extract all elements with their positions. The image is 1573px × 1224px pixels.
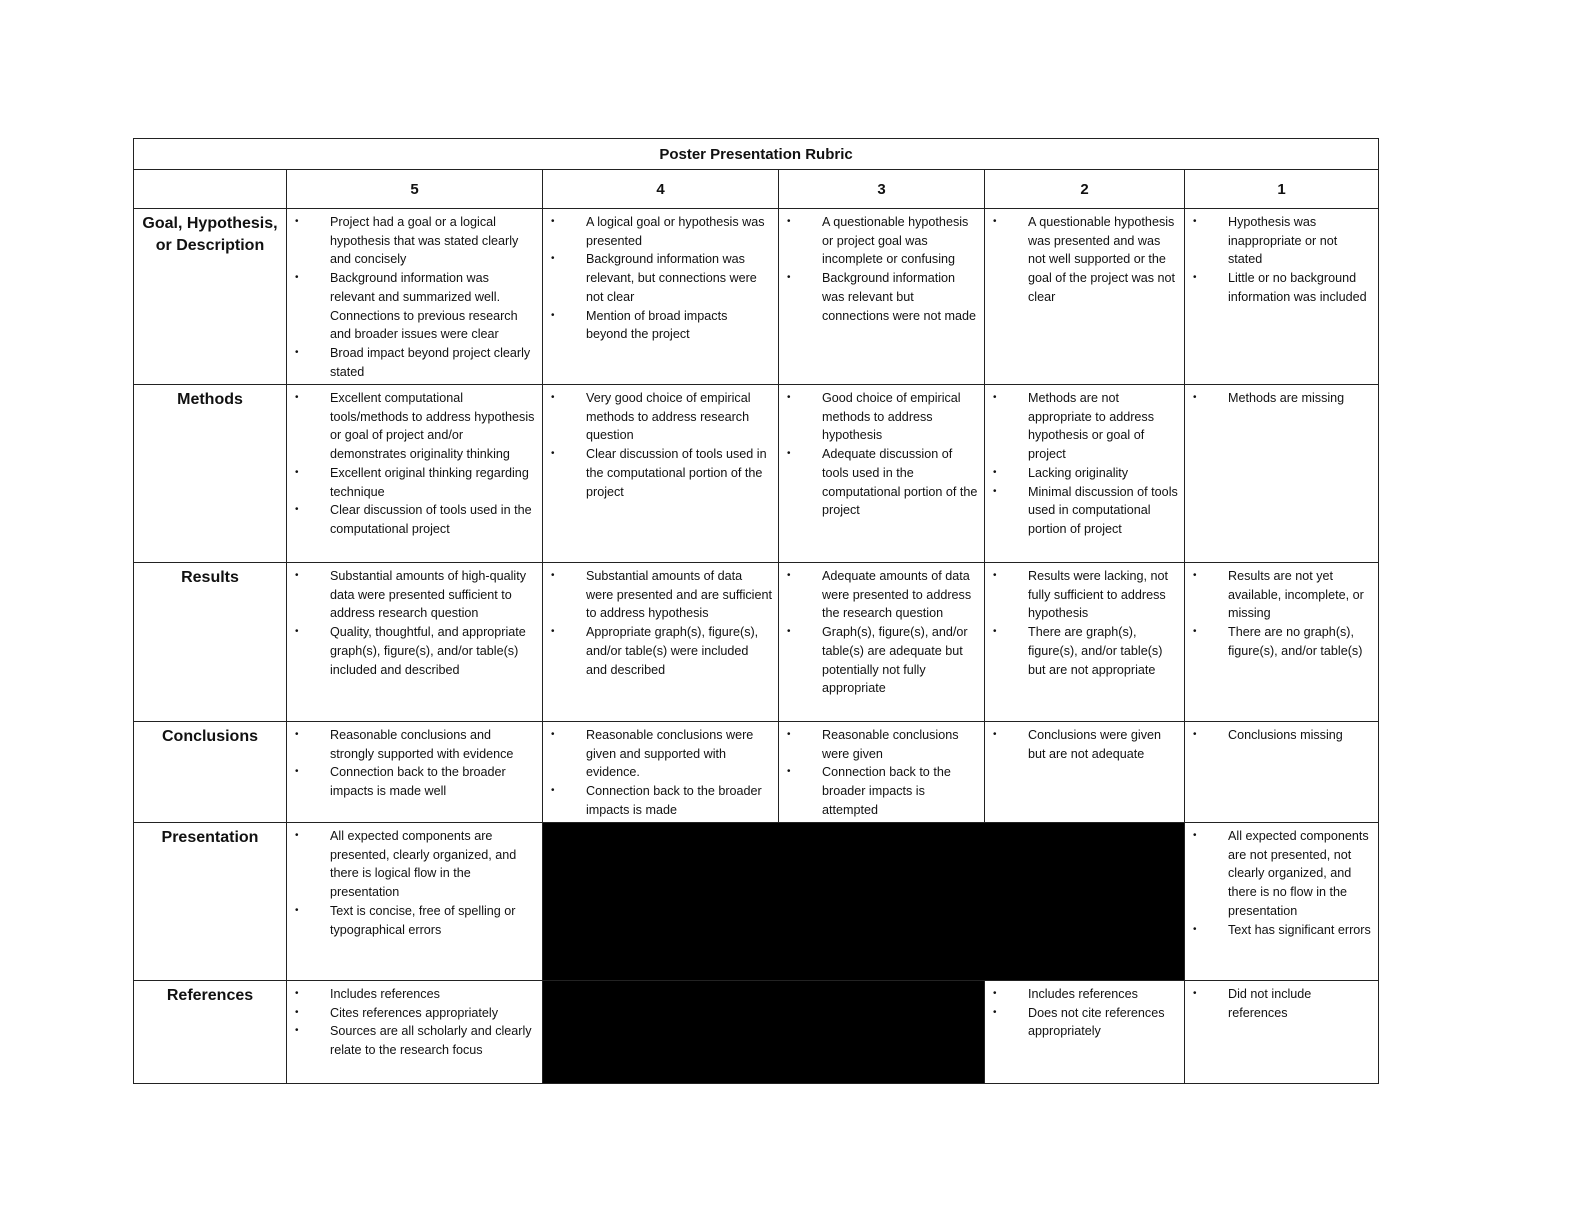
rubric-bullet-item: • Background information was relevant but connections were not made [779,269,978,325]
rubric-bullet-item: • Broad impact beyond project clearly stated [287,344,536,381]
criterion-references: References [134,981,287,1084]
cell-conclusions-4 [543,722,779,823]
rubric-bullet-item: • Sources are all scholarly and clearly relate to the research focus [287,1022,536,1059]
rubric-bullet-item: • Appropriate graph(s), figure(s), and/or table(s) were included and described [543,623,772,679]
rubric-bullet-item: • Did not include references [1185,985,1372,1022]
rubric-bullet-item: • Reasonable conclusions were given and supported with evidence. [543,726,772,782]
score-header-1: 1 [1185,170,1379,209]
rubric-bullet-item: • Mention of broad impacts beyond the project [543,307,772,344]
rubric-bullet-item: • There are graph(s), figure(s), and/or table(s) but are not appropriate [985,623,1178,679]
cell-conclusions-1 [1185,722,1379,823]
rubric-bullet-item: • All expected components are not presented, not clearly organized, and there is no flow in the presentation [1185,827,1372,921]
score-header-3: 3 [779,170,985,209]
cell-methods-3 [779,385,985,563]
rubric-bullet-item: • Connection back to the broader impacts is made [543,782,772,819]
rubric-bullet-item: • Includes references [287,985,536,1004]
cell-results-2 [985,563,1185,722]
rubric-bullet-item: • Results are not yet available, incomplete, or missing [1185,567,1372,623]
cell-presentation-1 [1185,823,1379,981]
rubric-bullet-item: • There are no graph(s), figure(s), and/or table(s) [1185,623,1372,660]
cell-results-4 [543,563,779,722]
rubric-bullet-item: • Cites references appropriately [287,1004,536,1023]
rubric-title: Poster Presentation Rubric [134,139,1379,170]
cell-conclusions-2 [985,722,1185,823]
rubric-bullet-item: • A questionable hypothesis or project goal was incomplete or confusing [779,213,978,269]
row-results [134,563,1379,722]
rubric-bullet-item: • Very good choice of empirical methods to address research question [543,389,772,445]
rubric-bullet-item: • Adequate amounts of data were presented to address the research question [779,567,978,623]
criterion-presentation: Presentation [134,823,287,981]
rubric-table [133,138,1379,1084]
rubric-bullet-item: • Methods are not appropriate to address hypothesis or goal of project [985,389,1178,464]
score-header-2: 2 [985,170,1185,209]
cell-conclusions-5 [287,722,543,823]
cell-goal-2 [985,209,1185,385]
rubric-bullet-item: • Substantial amounts of data were presented and are sufficient to address hypothesis [543,567,772,623]
rubric-bullet-item: • Reasonable conclusions were given [779,726,978,763]
rubric-bullet-item: • Substantial amounts of high-quality data were presented sufficient to address research question [287,567,536,623]
row-goal [134,209,1379,385]
cell-presentation-5 [287,823,543,981]
rubric-bullet-item: • Little or no background information was included [1185,269,1372,306]
rubric-bullet-item: • Methods are missing [1185,389,1372,408]
cell-goal-4 [543,209,779,385]
rubric-bullet-item: • A logical goal or hypothesis was presented [543,213,772,250]
cell-conclusions-3 [779,722,985,823]
rubric-bullet-item: • Minimal discussion of tools used in computational portion of project [985,483,1178,539]
rubric-bullet-item: • Conclusions missing [1185,726,1372,745]
score-header-4: 4 [543,170,779,209]
rubric-bullet-item: • Text is concise, free of spelling or typographical errors [287,902,536,939]
redacted-block-references [543,981,985,1084]
criterion-methods: Methods [134,385,287,563]
rubric-bullet-item: • Background information was relevant, but connections were not clear [543,250,772,306]
cell-results-1 [1185,563,1379,722]
row-references [134,981,1379,1084]
rubric-bullet-item: • Graph(s), figure(s), and/or table(s) are adequate but potentially not fully appropriate [779,623,978,698]
rubric-bullet-item: • Quality, thoughtful, and appropriate graph(s), figure(s), and/or table(s) included and described [287,623,536,679]
cell-references-2 [985,981,1185,1084]
rubric-bullet-item: • Includes references [985,985,1178,1004]
cell-methods-1 [1185,385,1379,563]
cell-methods-5 [287,385,543,563]
corner-cell [134,170,287,209]
rubric-bullet-item: • Good choice of empirical methods to address hypothesis [779,389,978,445]
score-header-5: 5 [287,170,543,209]
rubric-bullet-item: • Connection back to the broader impacts is attempted [779,763,978,819]
row-methods [134,385,1379,563]
rubric-bullet-item: • Background information was relevant and summarized well. Connections to previous research and broader issues were clear [287,269,536,344]
row-presentation [134,823,1379,981]
rubric-bullet-item: • All expected components are presented, clearly organized, and there is logical flow in the presentation [287,827,536,902]
cell-goal-3 [779,209,985,385]
cell-references-1 [1185,981,1379,1084]
rubric-bullet-item: • Lacking originality [985,464,1178,483]
rubric-bullet-item: • Clear discussion of tools used in the computational portion of the project [543,445,772,501]
rubric-bullet-item: • Conclusions were given but are not adequate [985,726,1178,763]
cell-results-5 [287,563,543,722]
redacted-block-presentation [543,823,1185,981]
criterion-results: Results [134,563,287,722]
rubric-bullet-item: • Adequate discussion of tools used in the computational portion of the project [779,445,978,520]
cell-results-3 [779,563,985,722]
rubric-bullet-item: • Excellent computational tools/methods to address hypothesis or goal of project and/or demonstrates originality thinking [287,389,536,464]
cell-methods-2 [985,385,1185,563]
rubric-bullet-item: • Does not cite references appropriately [985,1004,1178,1041]
rubric-bullet-item: • Connection back to the broader impacts is made well [287,763,536,800]
cell-goal-5 [287,209,543,385]
cell-goal-1 [1185,209,1379,385]
rubric-bullet-item: • Excellent original thinking regarding technique [287,464,536,501]
rubric-bullet-item: • Clear discussion of tools used in the computational project [287,501,536,538]
criterion-conclusions: Conclusions [134,722,287,823]
rubric-bullet-item: • Results were lacking, not fully sufficient to address hypothesis [985,567,1178,623]
rubric-bullet-item: • Text has significant errors [1185,921,1372,940]
rubric-bullet-item: • A questionable hypothesis was presented and was not well supported or the goal of the project was not clear [985,213,1178,307]
rubric-bullet-item: • Project had a goal or a logical hypothesis that was stated clearly and concisely [287,213,536,269]
criterion-goal: Goal, Hypothesis, or Description [134,209,287,385]
rubric-bullet-item: • Hypothesis was inappropriate or not stated [1185,213,1372,269]
row-conclusions [134,722,1379,823]
cell-references-5 [287,981,543,1084]
rubric-bullet-item: • Reasonable conclusions and strongly supported with evidence [287,726,536,763]
cell-methods-4 [543,385,779,563]
